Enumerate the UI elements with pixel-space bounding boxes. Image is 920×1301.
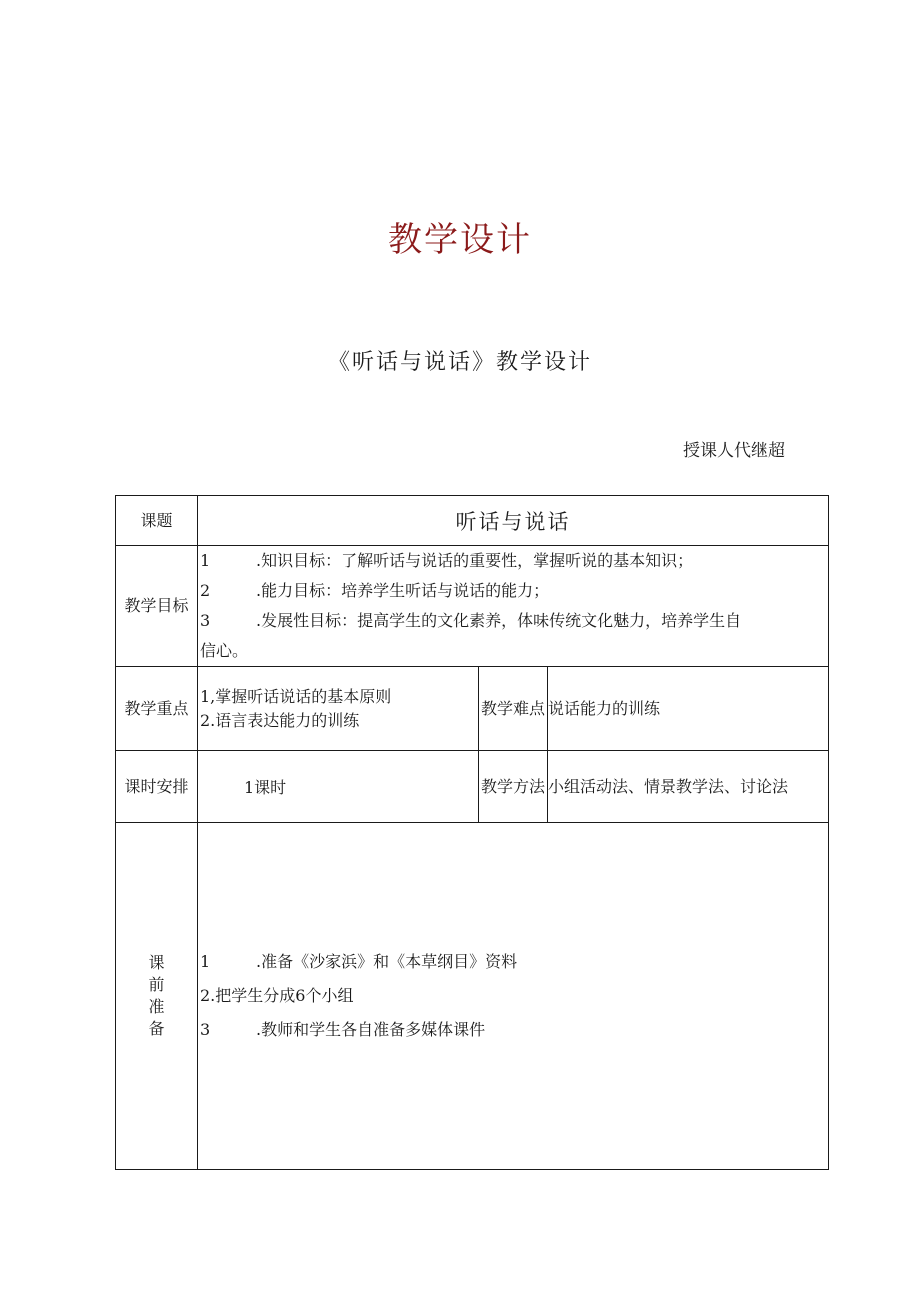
- preparation-text: .教师和学生各自准备多媒体课件: [256, 1020, 486, 1039]
- preparation-text: 2.把学生分成6个小组: [200, 986, 354, 1005]
- goal-text: .能力目标：培养学生听话与说话的能力；: [256, 581, 550, 600]
- teacher-name: 授课人代继超: [683, 441, 785, 461]
- preparation-text: .准备《沙家浜》和《本草纲目》资料: [256, 952, 518, 971]
- schedule-label: 课时安排: [116, 751, 198, 823]
- preparation-item: [198, 945, 828, 979]
- goal-item: [198, 576, 828, 606]
- difficulty-label: 教学难点: [479, 667, 548, 751]
- goal-wrap-text: 信心。: [200, 641, 249, 660]
- preparation-label-char: 前: [148, 975, 165, 994]
- method-label: 教学方法: [479, 751, 548, 823]
- topic-value: 听话与说话: [198, 496, 829, 546]
- preparation-number: 3: [200, 1020, 211, 1039]
- preparation-item: [198, 979, 828, 1013]
- difficulty-value: 说话能力的训练: [548, 667, 829, 751]
- goal-number: 1: [200, 551, 211, 570]
- method-value: 小组活动法、情景教学法、讨论法: [548, 751, 829, 823]
- page-title: 教学设计: [388, 220, 532, 260]
- goal-item: [198, 546, 828, 576]
- key-difficulty-row: [116, 667, 829, 751]
- goal-text: .发展性目标：提高学生的文化素养，体味传统文化魅力，培养学生自: [256, 611, 742, 630]
- schedule-value: 1课时: [198, 751, 479, 823]
- key-points-label: 教学重点: [116, 667, 198, 751]
- goals-row: [116, 546, 829, 667]
- key-points-cell: [198, 667, 479, 751]
- goal-text: .知识目标：了解听话与说话的重要性，掌握听说的基本知识；: [256, 551, 694, 570]
- document-title: 《听话与说话》教学设计: [327, 350, 592, 375]
- preparation-item: [198, 1013, 828, 1047]
- lesson-plan-table: [115, 495, 829, 1170]
- preparation-cell: [198, 823, 829, 1170]
- key-point-item: 2.语言表达能力的训练: [200, 710, 360, 730]
- goal-item: [198, 606, 828, 636]
- topic-label: 课题: [116, 496, 198, 546]
- preparation-number: 1: [200, 952, 211, 971]
- preparation-label-char: 备: [148, 1019, 165, 1038]
- schedule-method-row: [116, 751, 829, 823]
- topic-row: [116, 496, 829, 546]
- preparation-label-char: 准: [148, 997, 165, 1016]
- goal-number: 2: [200, 581, 211, 600]
- goals-cell: [198, 546, 829, 667]
- goals-label: 教学目标: [116, 546, 198, 667]
- key-point-item: 1,掌握听话说话的基本原则: [200, 686, 392, 706]
- goal-number: 3: [200, 611, 211, 630]
- preparation-label-char: 课: [148, 953, 165, 972]
- preparation-label: [116, 823, 198, 1170]
- preparation-row: [116, 823, 829, 1170]
